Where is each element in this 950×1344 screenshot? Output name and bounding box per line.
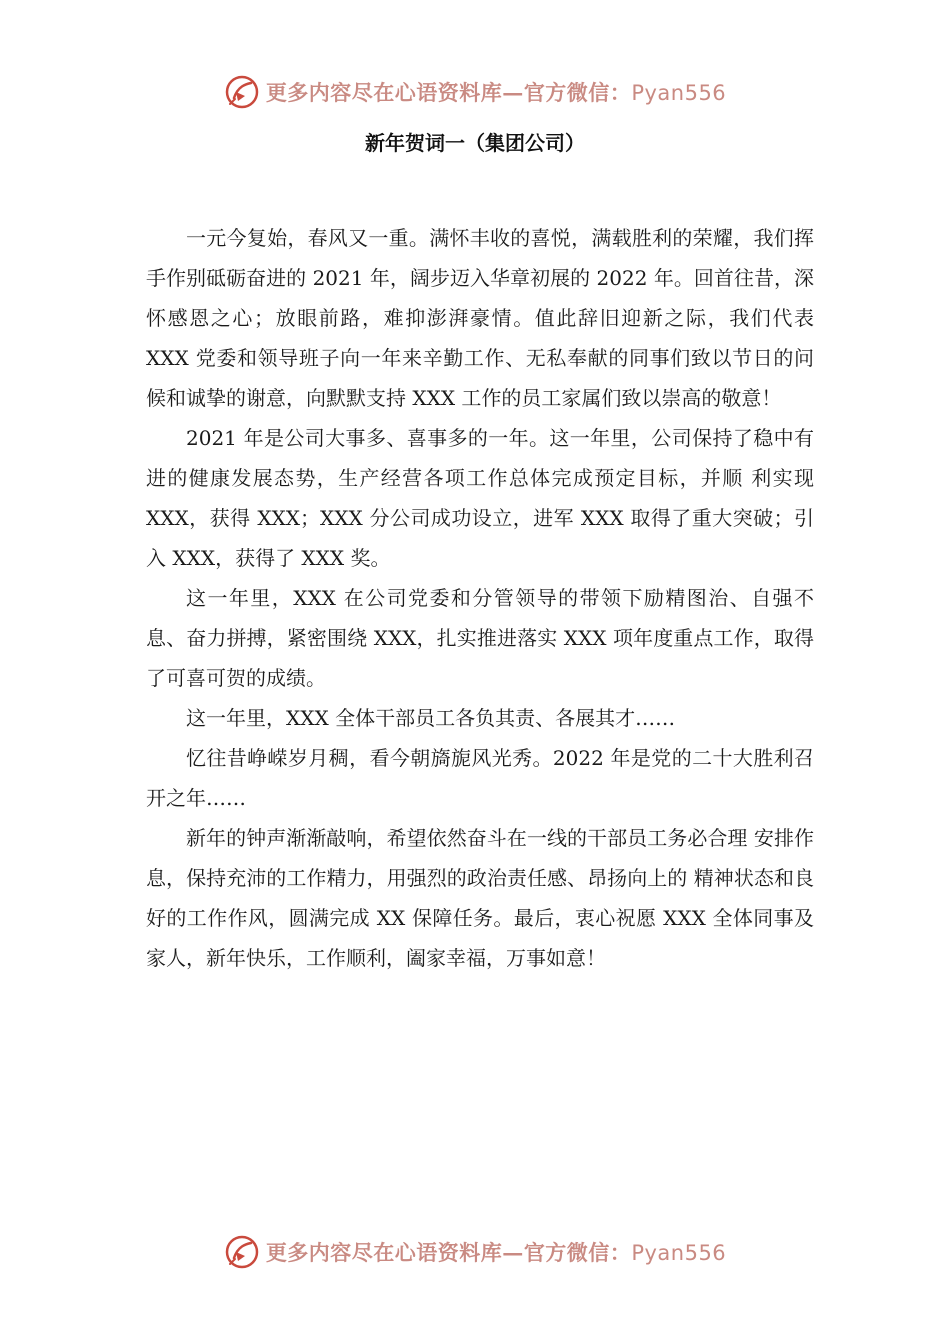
- document-title: 新年贺词一（集团公司）: [365, 131, 585, 155]
- paragraph: 这一年里，XXX 全体干部员工各负其责、各展其才……: [186, 706, 676, 730]
- wechat-id: Pyan556: [631, 1241, 727, 1265]
- logo-icon: [224, 1234, 260, 1270]
- header-watermark: [0, 72, 950, 112]
- paragraph: 2021 年是公司大事多、喜事多的一年。这一年里，公司保持了稳中有进的健康发展态势，生产经营各项工作总体完成预定目标，并顺 利实现 XXX，获得 XXX；XXX 分公司成功设立，进军 XXX 取得了重大突破；引入 XXX，获得了 XXX 奖。: [146, 426, 814, 570]
- paragraph: 忆往昔峥嵘岁月稠，看今朝旖旎风光秀。2022 年是党的二十大胜利召开之年……: [146, 746, 814, 810]
- logo-icon: [224, 74, 260, 110]
- wechat-id: Pyan556: [631, 81, 727, 105]
- watermark-text: 更多内容尽在心语资料库—官方微信：Pyan556: [265, 80, 727, 105]
- paragraph: 新年的钟声渐渐敲响，希望依然奋斗在一线的干部员工务必合理 安排作息，保持充沛的工作精力，用强烈的政治责任感、昂扬向上的 精神状态和良好的工作作风，圆满完成 XX 保障任务。最后，衷心祝愿 XXX 全体同事及家人，新年快乐，工作顺利，阖家幸福，万事如意！: [146, 826, 814, 970]
- paragraph: 这一年里，XXX 在公司党委和分管领导的带领下励精图治、自强不息、奋力拼搏，紧密围绕 XXX，扎实推进落实 XXX 项年度重点工作，取得了可喜可贺的成绩。: [146, 586, 814, 690]
- paragraph: 一元今复始，春风又一重。满怀丰收的喜悦，满载胜利的荣耀，我们挥手作别砥砺奋进的 2021 年，阔步迈入华章初展的 2022 年。回首往昔，深怀感恩之心；放眼前路，难抑澎湃豪情。值此辞旧迎新之际，我们代表 XXX 党委和领导班子向一年来辛勤工作、无私奉献的同事们致以节日的问候和诚挚的谢意，向默默支持 XXX 工作的员工家属们致以崇高的敬意！: [146, 226, 814, 410]
- document-body: [146, 218, 814, 978]
- watermark-text: 更多内容尽在心语资料库—官方微信：Pyan556: [265, 1240, 727, 1265]
- footer-watermark: [0, 1232, 950, 1272]
